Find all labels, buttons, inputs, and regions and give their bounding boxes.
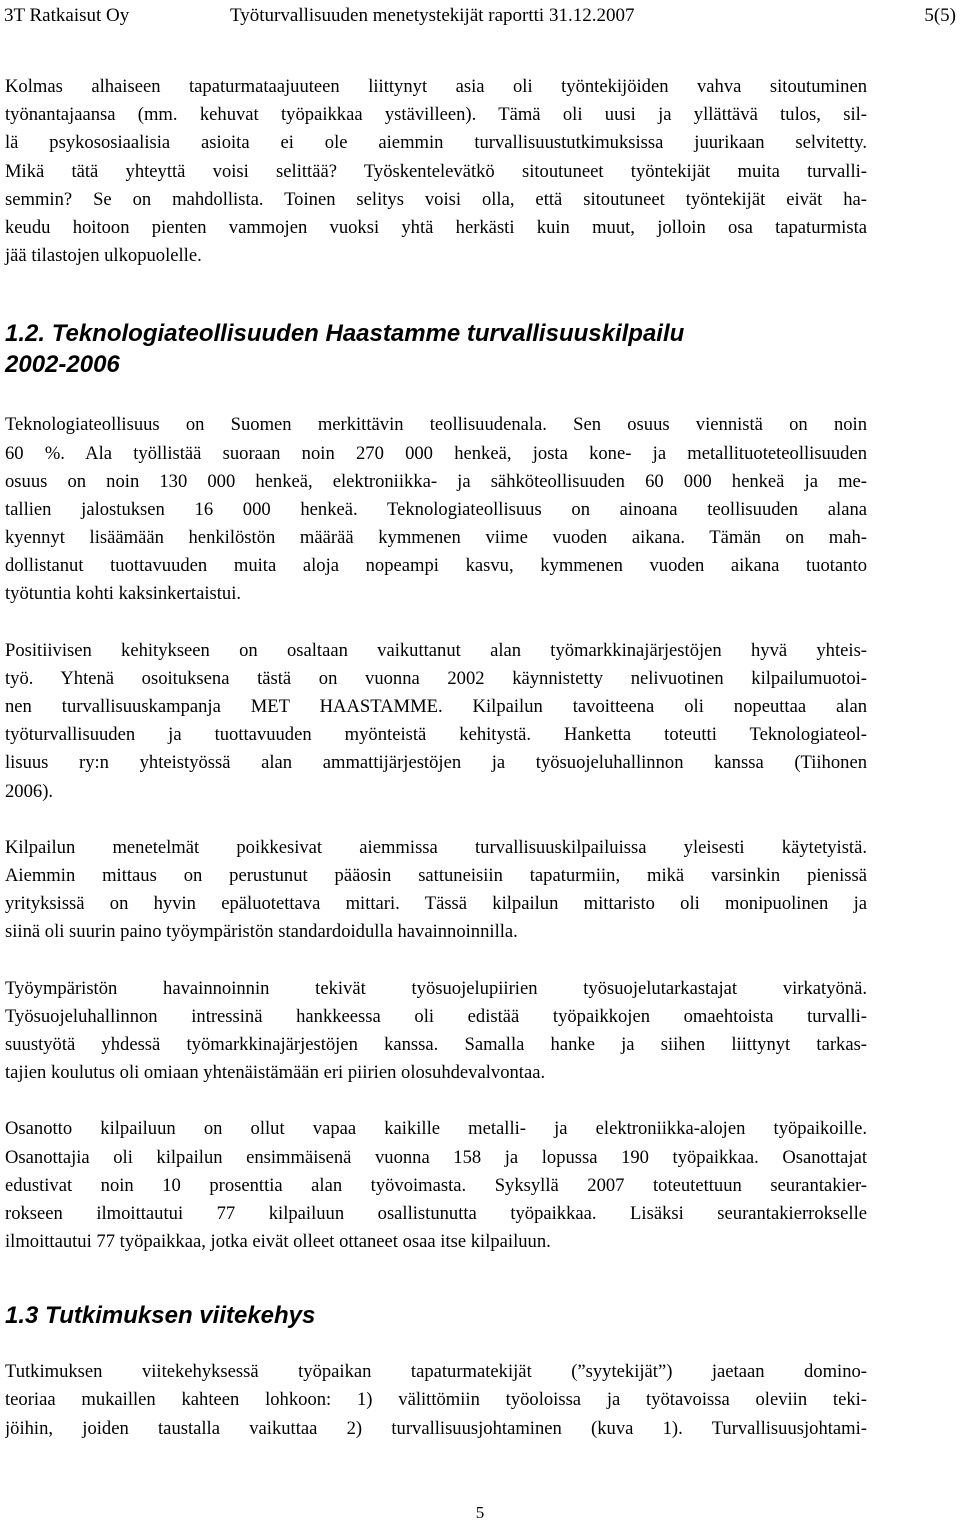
text-line: Osanottajia oli kilpailun ensimmäisenä vuonna 158 ja lopussa 190 työpaikkaa. Osanottajat xyxy=(5,1146,867,1168)
text-line: lä psykososiaalisia asioita ei ole aiemmin turvallisuustutkimuksissa juurikaan selvitetty. xyxy=(5,132,867,154)
text-line: Teknologiateollisuus on Suomen merkittävin teollisuudenala. Sen osuus viennistä on noin xyxy=(5,414,867,436)
text-line: Aiemmin mittaus on perustunut pääosin sattuneisiin tapaturmiin, mikä varsinkin pienissä xyxy=(5,864,867,886)
paragraph-observation xyxy=(5,975,867,1088)
text-line: tallien jalostuksen 16 000 henkeä. Teknologiateollisuus on ainoana teollisuuden alana xyxy=(5,498,867,520)
text-line: 2006). xyxy=(5,780,54,802)
text-line: nen turvallisuuskampanja MET HAASTAMME. Kilpailun tavoitteena oli nopeuttaa alan xyxy=(5,696,867,718)
paragraph-participation xyxy=(5,1115,867,1256)
header-report-title: Työturvallisuuden menetystekijät raportti 31.12.2007 xyxy=(230,5,635,26)
text-line: Kolmas alhaiseen tapaturmataajuuteen liittynyt asia oli työntekijöiden vahva sitoutuminen xyxy=(5,76,867,97)
text-line: dollistanut tuottavuuden muita aloja nopeampi kasvu, kymmenen vuoden aikana tuotanto xyxy=(5,555,867,577)
text-line: työtuntia kohti kaksinkertaistui. xyxy=(5,583,242,605)
text-line: 60 %. Ala työllistää suoraan noin 270 000 henkeä, josta kone- ja metallituoteteollisuuden xyxy=(5,442,867,464)
header-company: 3T Ratkaisut Oy xyxy=(4,5,130,26)
text-line: Kilpailun menetelmät poikkesivat aiemmissa turvallisuuskilpailuissa yleisesti käytetyistä. xyxy=(5,836,867,858)
text-line: yrityksissä on hyvin epäluotettava mittari. Tässä kilpailun mittaristo oli monipuolinen ja xyxy=(5,893,867,915)
text-line: tajien koulutus oli omiaan yhtenäistämään eri piirien olosuhdevalvontaa. xyxy=(5,1062,546,1084)
text-line: Tutkimuksen viitekehyksessä työpaikan tapaturmatekijät (”syytekijät”) jaetaan domino- xyxy=(5,1361,867,1383)
text-line: keudu hoitoon pienten vammojen vuoksi yhtä herkästi kuin muut, jolloin osa tapaturmista xyxy=(5,216,867,238)
header-page-count: 5(5) xyxy=(924,5,956,26)
text-line: Mikä tätä yhteyttä voisi selittää? Työskentelevätkö sitoutuneet työntekijät muita turvalli- xyxy=(5,160,867,182)
heading-line: 2002-2006 xyxy=(5,351,120,379)
text-line: Työsuojeluhallinnon intressinä hankkeessa oli edistää työpaikkojen omaehtoista turvalli- xyxy=(5,1005,867,1027)
paragraph-cooperation xyxy=(5,637,867,806)
text-line: Työympäristön havainnoinnin tekivät työsuojelupiirien työsuojelutarkastajat virkatyönä. xyxy=(5,977,867,999)
text-line: siinä oli suurin paino työympäristön standardoidulla havainnoinnilla. xyxy=(5,921,518,943)
text-line: Osanotto kilpailuun on ollut vapaa kaikille metalli- ja elektroniikka-alojen työpaikoille. xyxy=(5,1118,867,1140)
text-line: työ. Yhtenä osoituksena tästä on vuonna 2002 käynnistetty nelivuotinen kilpailumuotoi- xyxy=(5,667,867,689)
section-heading-1-3: 1.3 Tutkimuksen viitekehys xyxy=(5,1302,316,1330)
text-line: kyennyt lisäämään henkilöstön määrää kymmenen viime vuoden aikana. Tämän on mah- xyxy=(5,527,867,549)
text-line: rokseen ilmoittautui 77 kilpailuun osallistunutta työpaikkaa. Lisäksi seurantakierrokselle xyxy=(5,1202,867,1224)
document-body xyxy=(5,73,867,1443)
text-line: semmin? Se on mahdollista. Toinen selitys voisi olla, että sitoutuneet työntekijät eivät ha- xyxy=(5,188,867,210)
text-line: jää tilastojen ulkopuolelle. xyxy=(5,245,202,267)
text-line: Positiivisen kehitykseen on osaltaan vaikuttanut alan työmarkkinajärjestöjen hyvä yhteis- xyxy=(5,639,867,661)
paragraph-industry xyxy=(5,411,867,608)
paragraph-commitment xyxy=(5,73,867,270)
text-line: suustyötä yhdessä työmarkkinajärjestöjen kanssa. Samalla hanke ja siihen liittynyt tarkas- xyxy=(5,1033,867,1055)
heading-line: 1.2. Teknologiateollisuuden Haastamme turvallisuuskilpailu xyxy=(5,320,685,348)
paragraph-framework xyxy=(5,1358,867,1443)
text-line: jöihin, joiden taustalla vaikuttaa 2) turvallisuusjohtaminen (kuva 1). Turvallisuusjohtami- xyxy=(5,1417,867,1439)
text-line: työturvallisuuden ja tuottavuuden myönteistä kehitystä. Hanketta toteutti Teknologiateol- xyxy=(5,724,867,746)
paragraph-methods xyxy=(5,834,867,947)
text-line: lisuus ry:n yhteistyössä alan ammattijärjestöjen ja työsuojeluhallinnon kanssa (Tiihonen xyxy=(5,752,867,774)
text-line: teoriaa mukaillen kahteen lohkoon: 1) välittömiin työoloissa ja työtavoissa oleviin teki- xyxy=(5,1389,867,1411)
text-line: edustivat noin 10 prosenttia alan työvoimasta. Syksyllä 2007 toteutettuun seurantakier- xyxy=(5,1174,867,1196)
section-heading-1-2 xyxy=(5,318,867,380)
text-line: osuus on noin 130 000 henkeä, elektroniikka- ja sähköteollisuuden 60 000 henkeä ja me- xyxy=(5,470,867,492)
text-line: työnantajaansa (mm. kehuvat työpaikkaa ystävilleen). Tämä oli uusi ja yllättävä tulos, sil- xyxy=(5,104,867,126)
page-number: 5 xyxy=(475,1503,485,1522)
page-header xyxy=(4,4,956,28)
text-line: ilmoittautui 77 työpaikkaa, jotka eivät olleet ottaneet osaa itse kilpailuun. xyxy=(5,1231,551,1253)
